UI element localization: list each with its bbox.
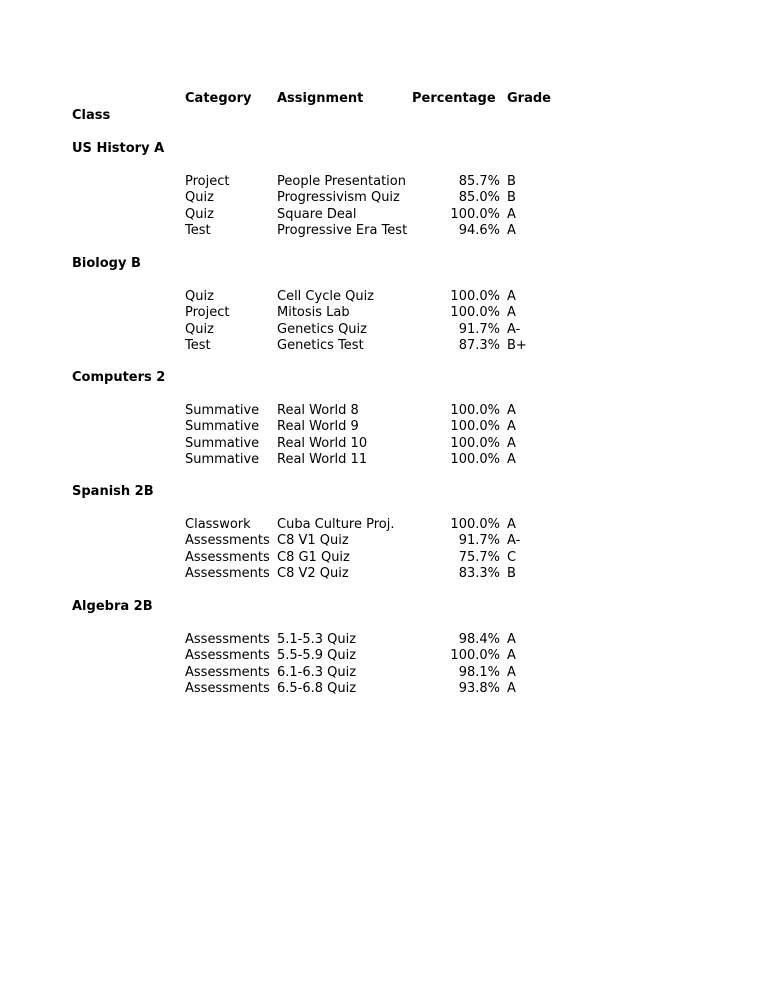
assignment-row bbox=[0, 174, 768, 190]
category-cell: Assessments bbox=[185, 533, 270, 549]
percentage-cell: 100.0% bbox=[450, 403, 500, 418]
assignment-row bbox=[0, 632, 768, 648]
percentage-cell: 100.0% bbox=[450, 451, 500, 467]
percentage-cell: 87.3% bbox=[458, 337, 500, 353]
category-cell: Test bbox=[185, 337, 211, 353]
percentage-cell: 91.7% bbox=[458, 533, 500, 549]
percentage-cell: 100.0% bbox=[450, 419, 500, 435]
grade-cell: A bbox=[507, 305, 516, 321]
percentage-cell: 98.1% bbox=[458, 664, 500, 680]
grade-cell: B+ bbox=[507, 337, 527, 353]
assignment-row bbox=[0, 322, 768, 338]
percentage-cell: 85.7% bbox=[458, 174, 500, 189]
category-cell: Assessments bbox=[185, 565, 270, 581]
assignment-row bbox=[0, 289, 768, 305]
assignment-cell: C8 V2 Quiz bbox=[277, 565, 349, 581]
grade-cell: A bbox=[507, 680, 516, 696]
assignment-row bbox=[0, 648, 768, 664]
assignment-cell: Real World 8 bbox=[277, 403, 359, 418]
assignment-cell: Real World 11 bbox=[277, 451, 368, 467]
class-name: Biology B bbox=[72, 256, 141, 271]
assignment-cell: Genetics Quiz bbox=[277, 321, 367, 337]
assignment-row bbox=[0, 338, 768, 354]
grade-cell: A- bbox=[507, 321, 521, 337]
assignment-row bbox=[0, 533, 768, 549]
category-cell: Quiz bbox=[185, 190, 214, 206]
assignment-cell: Cell Cycle Quiz bbox=[277, 289, 374, 304]
grade-cell: A bbox=[507, 403, 516, 418]
grade-cell: B bbox=[507, 190, 516, 206]
class-name: US History A bbox=[72, 141, 165, 156]
category-cell: Assessments bbox=[185, 664, 270, 680]
assignment-cell: Progressivism Quiz bbox=[277, 190, 400, 206]
grade-cell: A bbox=[507, 517, 516, 532]
assignment-cell: 5.1-5.3 Quiz bbox=[277, 632, 357, 647]
grade-cell: A bbox=[507, 664, 516, 680]
assignment-cell: Real World 9 bbox=[277, 419, 359, 435]
assignment-cell: Square Deal bbox=[277, 206, 357, 222]
assignment-cell: 6.5-6.8 Quiz bbox=[277, 680, 357, 696]
assignment-row bbox=[0, 403, 768, 419]
assignment-row bbox=[0, 223, 768, 239]
assignment-cell: 6.1-6.3 Quiz bbox=[277, 664, 357, 680]
category-cell: Project bbox=[185, 305, 230, 321]
grade-cell: A bbox=[507, 222, 516, 238]
category-cell: Classwork bbox=[185, 517, 251, 532]
percentage-cell: 85.0% bbox=[458, 190, 500, 206]
grade-cell: A bbox=[507, 419, 516, 435]
assignment-row bbox=[0, 419, 768, 435]
percentage-cell: 75.7% bbox=[458, 549, 500, 565]
header-percentage: Percentage bbox=[412, 91, 496, 106]
assignment-row bbox=[0, 436, 768, 452]
percentage-cell: 100.0% bbox=[450, 648, 500, 664]
assignment-row bbox=[0, 681, 768, 697]
percentage-cell: 100.0% bbox=[450, 206, 500, 222]
assignment-cell: 5.5-5.9 Quiz bbox=[277, 648, 357, 664]
category-cell: Quiz bbox=[185, 321, 214, 337]
assignment-row bbox=[0, 665, 768, 681]
assignment-row bbox=[0, 452, 768, 468]
category-cell: Assessments bbox=[185, 549, 270, 565]
percentage-cell: 100.0% bbox=[450, 517, 500, 532]
assignment-row bbox=[0, 190, 768, 206]
category-cell: Summative bbox=[185, 451, 260, 467]
grade-cell: C bbox=[507, 549, 517, 565]
assignment-cell: People Presentation bbox=[277, 174, 406, 189]
percentage-cell: 83.3% bbox=[458, 565, 500, 581]
percentage-cell: 100.0% bbox=[450, 305, 500, 321]
grade-cell: B bbox=[507, 565, 516, 581]
category-cell: Summative bbox=[185, 403, 260, 418]
percentage-cell: 100.0% bbox=[450, 435, 500, 451]
assignment-cell: Mitosis Lab bbox=[277, 305, 350, 321]
category-cell: Test bbox=[185, 222, 211, 238]
class-name: Computers 2 bbox=[72, 370, 166, 385]
assignment-row bbox=[0, 550, 768, 566]
category-cell: Assessments bbox=[185, 680, 270, 696]
category-cell: Summative bbox=[185, 435, 260, 451]
category-cell: Quiz bbox=[185, 206, 214, 222]
assignment-row bbox=[0, 305, 768, 321]
assignment-cell: Cuba Culture Proj. bbox=[277, 517, 395, 532]
class-name: Algebra 2B bbox=[72, 599, 153, 614]
grade-cell: B bbox=[507, 174, 516, 189]
header-category: Category bbox=[185, 91, 252, 106]
grade-cell: A bbox=[507, 206, 516, 222]
assignment-row bbox=[0, 566, 768, 582]
percentage-cell: 94.6% bbox=[458, 222, 500, 238]
category-cell: Assessments bbox=[185, 632, 270, 647]
category-cell: Project bbox=[185, 174, 230, 189]
grade-cell: A- bbox=[507, 533, 521, 549]
assignment-row bbox=[0, 517, 768, 533]
category-cell: Summative bbox=[185, 419, 260, 435]
assignment-cell: Progressive Era Test bbox=[277, 222, 408, 238]
header-grade: Grade bbox=[507, 91, 551, 106]
grade-cell: A bbox=[507, 632, 516, 647]
assignment-row bbox=[0, 207, 768, 223]
percentage-cell: 98.4% bbox=[458, 632, 500, 647]
grade-cell: A bbox=[507, 451, 516, 467]
class-name: Spanish 2B bbox=[72, 484, 154, 499]
grade-cell: A bbox=[507, 435, 516, 451]
assignment-cell: Genetics Test bbox=[277, 337, 364, 353]
percentage-cell: 100.0% bbox=[450, 289, 500, 304]
header-assignment: Assignment bbox=[277, 91, 364, 106]
assignment-cell: C8 V1 Quiz bbox=[277, 533, 349, 549]
header-class: Class bbox=[72, 108, 111, 123]
percentage-cell: 93.8% bbox=[458, 680, 500, 696]
category-cell: Quiz bbox=[185, 289, 214, 304]
category-cell: Assessments bbox=[185, 648, 270, 664]
assignment-cell: C8 G1 Quiz bbox=[277, 549, 350, 565]
grade-cell: A bbox=[507, 648, 516, 664]
grade-cell: A bbox=[507, 289, 516, 304]
assignment-cell: Real World 10 bbox=[277, 435, 368, 451]
percentage-cell: 91.7% bbox=[458, 321, 500, 337]
